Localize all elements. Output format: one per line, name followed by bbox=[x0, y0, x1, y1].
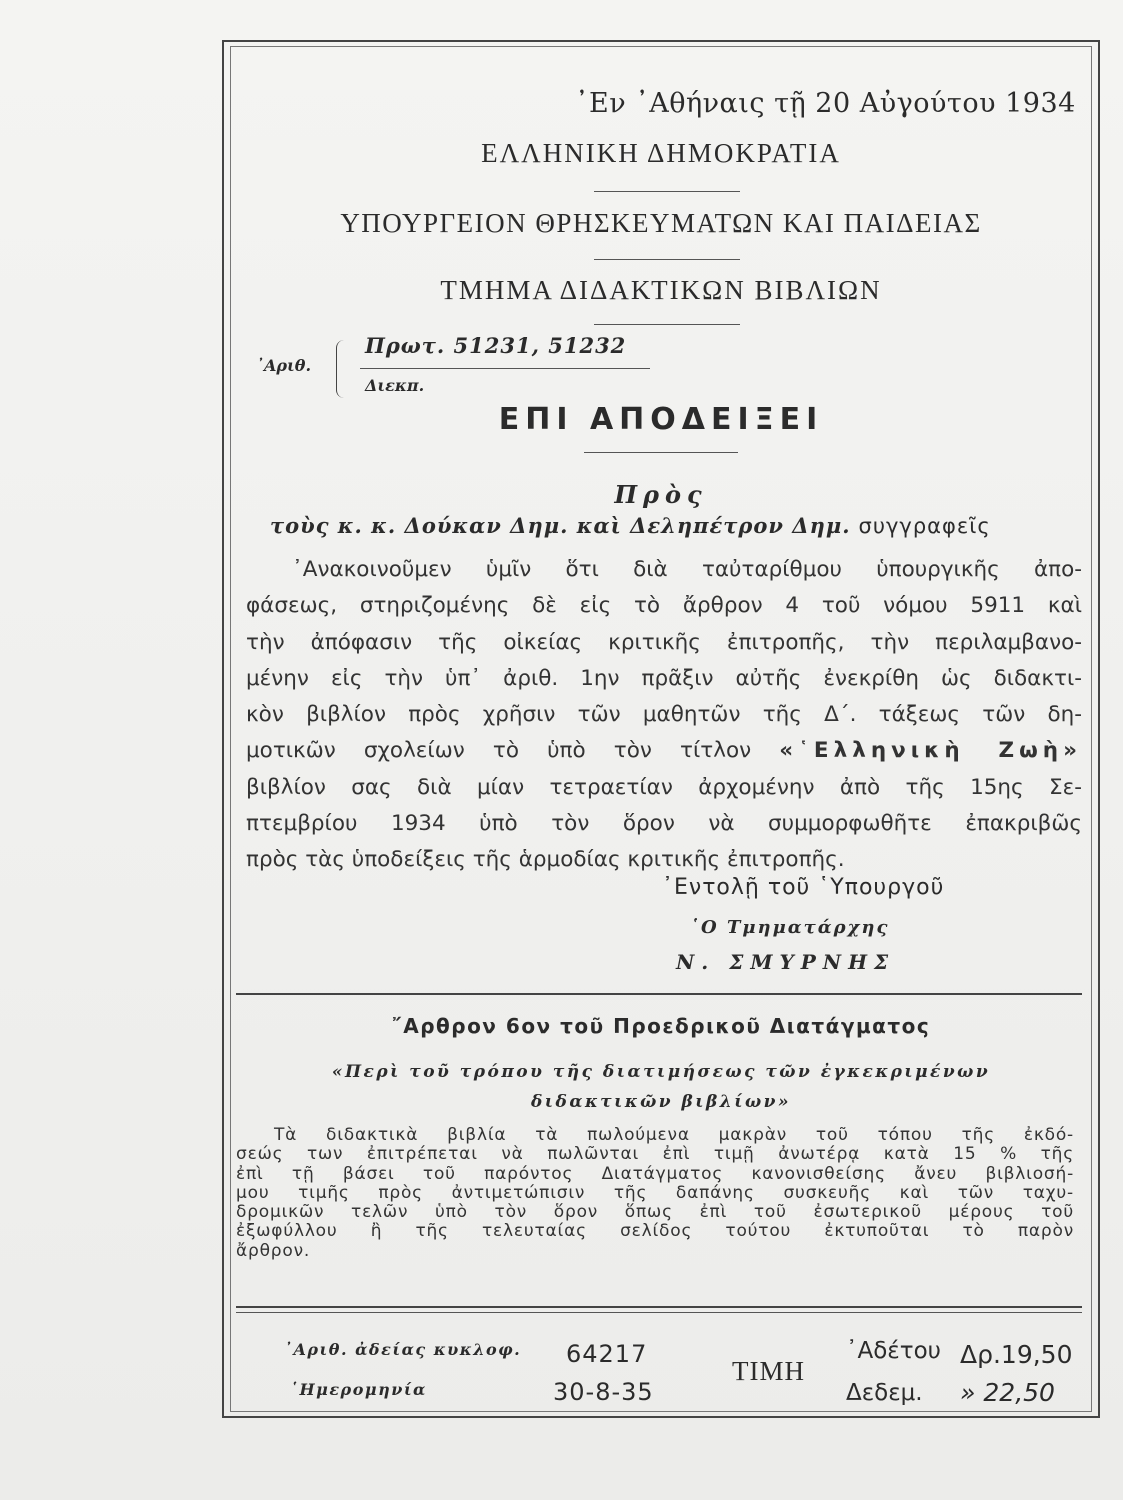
divider bbox=[594, 259, 740, 260]
section-divider bbox=[236, 993, 1082, 995]
article-line: Τὰ διδακτικὰ βιβλία τὰ πωλούμενα μακρὰν τοῦ τόπου τῆς ἐκδό- bbox=[274, 1125, 1074, 1145]
addressee-role: συγγραφεῖς bbox=[858, 514, 991, 538]
bound-price: » 22,50 bbox=[960, 1378, 1055, 1407]
state-heading: ΕΛΛΗΝΙΚΗ ΔΗΜΟΚΡΑΤΙΑ bbox=[481, 138, 841, 168]
body-line: πρὸς τὰς ὑποδείξεις τῆς ἁρμοδίας κριτικῆς ἐπιτροπῆς. bbox=[246, 847, 845, 873]
article-line: σεώς των ἐπιτρέπεται νὰ πωλῶνται ἐπὶ τιμῇ ἀνωτέρᾳ κατὰ 15 % τῆς bbox=[236, 1144, 1074, 1165]
body-line: κὸν βιβλίον πρὸς χρῆσιν τῶν μαθητῶν τῆς Δ΄. τάξεως τῶν δη- bbox=[246, 702, 1082, 728]
reference-divider bbox=[360, 368, 650, 369]
body-line: τὴν ἀπόφασιν τῆς οἰκείας κριτικῆς ἐπιτροπῆς, τὴν περιλαμβανο- bbox=[246, 629, 1082, 655]
article-line: ἄρθρον. bbox=[236, 1240, 311, 1261]
date-label: ῾Ημερομηνία bbox=[290, 1380, 427, 1399]
article-line: μου τιμῆς πρὸς ἀντιμετώπισιν τῆς δαπάνης συσκευῆς καὶ τῶν ταχυ- bbox=[236, 1182, 1074, 1203]
price-label: ΤΙΜΗ bbox=[732, 1356, 805, 1386]
article-title: ῎Αρθρον 6ον τοῦ Προεδρικοῦ Διατάγματος bbox=[391, 1014, 931, 1038]
addressee-line bbox=[270, 513, 991, 538]
addressee-names: τοὺς κ. κ. Δούκαν Δημ. καὶ Δεληπέτρον Δημ. bbox=[270, 513, 851, 538]
body-line-title bbox=[246, 733, 1082, 769]
footer-divider bbox=[236, 1306, 1082, 1308]
article-line: δρομικῶν τελῶν ὑπὸ τὸν ὅρον ὅπως ἐπὶ τοῦ ἐσωτερικοῦ μέρους τοῦ bbox=[236, 1202, 1074, 1223]
body-line-pre: μοτικῶν σχολείων τὸ ὑπὸ τὸν τίτλον bbox=[246, 738, 752, 764]
article-subtitle-2: διδακτικῶν βιβλίων» bbox=[530, 1092, 792, 1112]
body-line: φάσεως, στηριζομένης δὲ εἰς τὸ ἄρθρον 4 τοῦ νόμου 5911 καὶ bbox=[246, 593, 1082, 619]
bound-label: Δεδεμ. bbox=[846, 1380, 923, 1406]
article-subtitle-1: «Περὶ τοῦ τρόπου τῆς διατιμήσεως τῶν ἐγκεκριμένων bbox=[331, 1062, 991, 1082]
footer-divider bbox=[236, 1312, 1082, 1313]
signature-order: ᾽Εντολῇ τοῦ ῾Υπουργοῦ bbox=[662, 875, 945, 900]
ministry-heading: ΥΠΟΥΡΓΕΙΟΝ ΘΡΗΣΚΕΥΜΑΤΩΝ ΚΑΙ ΠΑΙΔΕΙΑΣ bbox=[340, 208, 982, 238]
addressee-pros: Πρὸς bbox=[614, 480, 708, 509]
circulation-value: 64217 bbox=[566, 1340, 648, 1368]
article-line: ἐπὶ τῇ βάσει τοῦ παρόντος Διατάγματος κανονισθείσης ἄνευ βιβλιοσή- bbox=[236, 1163, 1074, 1184]
signature-title: ῾Ο Τμηματάρχης bbox=[690, 917, 890, 938]
body-line: μένην εἰς τὴν ὑπ᾽ ἀριθ. 1ην πρᾶξιν αὐτῆς ἐνεκρίθη ὡς διδακτι- bbox=[246, 665, 1082, 691]
body-line: πτεμβρίου 1934 ὑπὸ τὸν ὅρον νὰ συμμορφωθῆτε ἐπακριβῶς bbox=[246, 811, 1082, 837]
body-line: ᾽Ανακοινοῦμεν ὑμῖν ὅτι διὰ ταὐταρίθμου ὑπουργικῆς ἀπο- bbox=[292, 557, 1082, 582]
reference-label: ᾽Αριθ. bbox=[256, 356, 312, 375]
divider bbox=[594, 324, 740, 325]
department-heading: ΤΜΗΜΑ ΔΙΔΑΚΤΙΚΩΝ ΒΙΒΛΙΩΝ bbox=[440, 275, 882, 305]
protocol-number: Πρωτ. 51231, 51232 bbox=[365, 333, 627, 358]
letter-body bbox=[246, 552, 1082, 879]
date-value: 30-8-35 bbox=[553, 1378, 654, 1406]
article-body bbox=[236, 1126, 1074, 1261]
circulation-label: ᾽Αριθ. ἀδείας κυκλοφ. bbox=[284, 1340, 522, 1359]
article-line: ἐξωφύλλου ἢ τῆς τελευταίας σελίδος τούτου ἐκτυποῦται τὸ παρὸν bbox=[236, 1221, 1074, 1242]
dispatch-number: Διεκπ. bbox=[365, 376, 425, 395]
divider bbox=[594, 191, 740, 192]
unbound-price: Δρ.19,50 bbox=[960, 1340, 1073, 1369]
signature-name: Ν. ΣΜΥΡΝΗΣ bbox=[676, 950, 896, 974]
receipt-title: ΕΠΙ ΑΠΟΔΕΙΞΕΙ bbox=[498, 402, 824, 437]
date-line: ᾽Εν ᾽Αθήναις τῇ 20 Αὐγούτου 1934 bbox=[575, 88, 1076, 119]
reference-brace bbox=[336, 340, 347, 398]
body-line: βιβλίον σας διὰ μίαν τετραετίαν ἀρχομένην ἀπὸ τῆς 15ης Σε- bbox=[246, 774, 1082, 800]
divider bbox=[584, 452, 738, 453]
unbound-label: ᾽Αδέτου bbox=[846, 1338, 941, 1364]
book-title: «῾Ελληνικὴ Ζωὴ» bbox=[779, 738, 1082, 764]
